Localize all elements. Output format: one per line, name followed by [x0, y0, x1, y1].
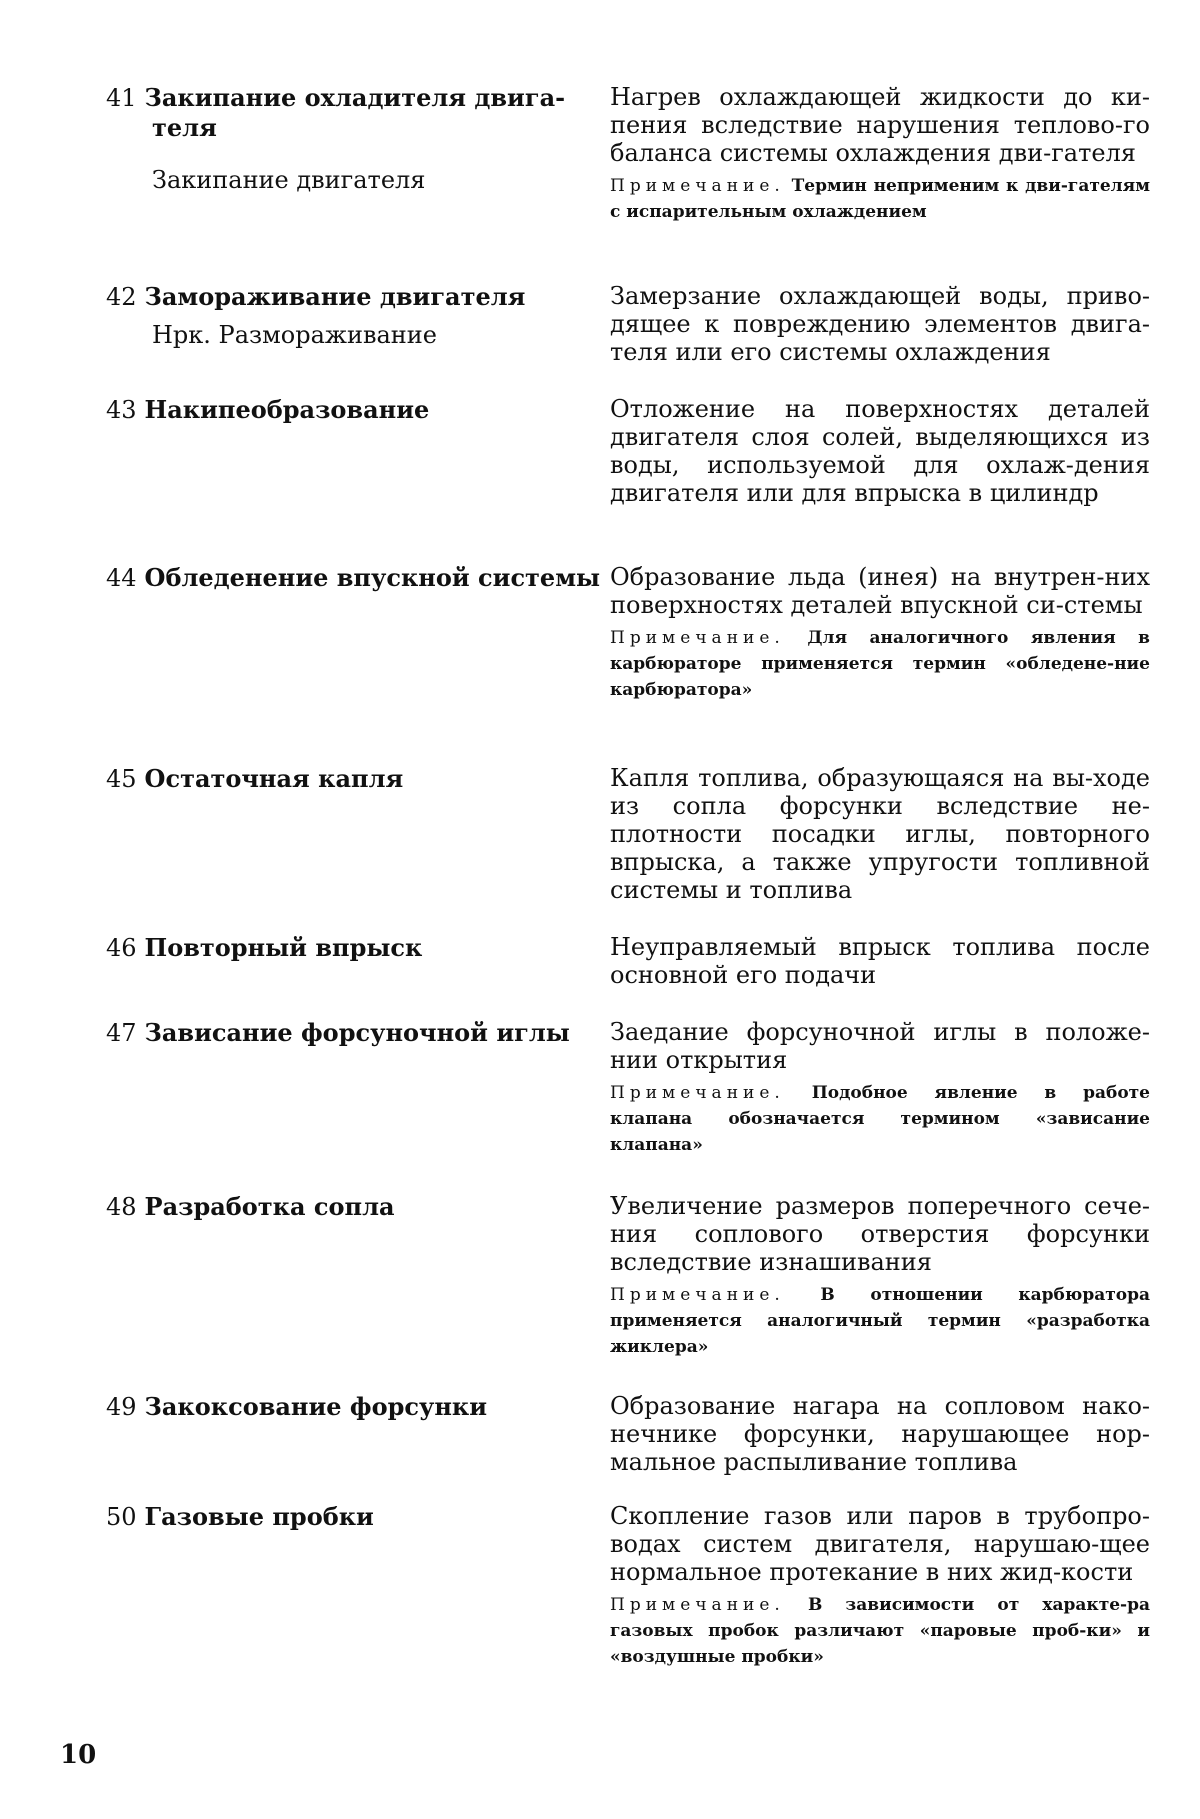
definition-column — [610, 1392, 1150, 1476]
definition-text: Скопление газов или паров в трубопро-водах систем двигателя, нарушаю-щее нормальное протекание в них жид-кости — [610, 1502, 1150, 1586]
note — [610, 173, 1150, 225]
term-number: 49 — [106, 1392, 137, 1422]
term-heading — [106, 764, 571, 794]
definition-text: Увеличение размеров поперечного сече-ния соплового отверстия форсунки вследствие изнашивания — [610, 1192, 1150, 1276]
term-number: 48 — [106, 1192, 137, 1222]
term-title-continuation: теля — [106, 113, 571, 143]
definition-column — [610, 1192, 1150, 1360]
term-number: 43 — [106, 395, 137, 425]
term-synonym: Закипание двигателя — [106, 165, 571, 195]
term-title: Зависание форсуночной иглы — [145, 1018, 570, 1047]
term-heading — [106, 83, 571, 113]
definition-column — [610, 764, 1150, 904]
term-number: 41 — [106, 83, 137, 113]
note — [610, 1282, 1150, 1360]
note-label: Примечание. — [610, 176, 785, 196]
term-heading — [106, 1502, 571, 1532]
term-number: 50 — [106, 1502, 137, 1532]
term-column — [106, 1192, 571, 1222]
page-number: 10 — [60, 1740, 96, 1770]
definition-column — [610, 282, 1150, 366]
term-column — [106, 395, 571, 425]
definition-text: Капля топлива, образующаяся на вы-ходе из сопла форсунки вследствие не-плотности посадки иглы, повторного впрыска, а также упругости топливной системы и топлива — [610, 764, 1150, 904]
term-title: Остаточная капля — [145, 764, 404, 793]
term-heading — [106, 282, 571, 312]
definition-column — [610, 395, 1150, 507]
term-heading — [106, 1392, 571, 1422]
term-column — [106, 1502, 571, 1532]
note-text: Для аналогичного явления в карбюраторе применяется термин «обледене-ние карбюратора» — [610, 628, 1150, 700]
definition-text: Образование льда (инея) на внутрен-них поверхностях деталей впускной си-стемы — [610, 563, 1150, 619]
term-heading — [106, 1192, 571, 1222]
definition-column — [610, 83, 1150, 225]
term-title: Закоксование форсунки — [145, 1392, 487, 1421]
definition-column — [610, 563, 1150, 703]
term-column — [106, 1392, 571, 1422]
term-column — [106, 563, 571, 593]
note-label: Примечание. — [610, 1083, 785, 1103]
term-number: 46 — [106, 933, 137, 963]
term-number: 42 — [106, 282, 137, 312]
term-title: Накипеобразование — [145, 395, 430, 424]
note-text: Термин неприменим к дви-гателям с испарительным охлаждением — [610, 176, 1150, 222]
term-column — [106, 282, 571, 350]
term-number: 44 — [106, 563, 137, 593]
definition-text: Нагрев охлаждающей жидкости до ки-пения вследствие нарушения теплово-го баланса системы охлаждения дви-гателя — [610, 83, 1150, 167]
term-title: Обледенение впускной системы — [145, 563, 601, 592]
note-text: В отношении карбюратора применяется аналогичный термин «разработка жиклера» — [610, 1285, 1150, 1357]
definition-column — [610, 1018, 1150, 1158]
note — [610, 1080, 1150, 1158]
definition-column — [610, 933, 1150, 989]
term-heading — [106, 1018, 571, 1048]
definition-text: Замерзание охлаждающей воды, приво-дящее к повреждению элементов двига-теля или его системы охлаждения — [610, 282, 1150, 366]
definition-text: Неуправляемый впрыск топлива после основной его подачи — [610, 933, 1150, 989]
note — [610, 1592, 1150, 1670]
term-column — [106, 83, 571, 195]
document-page — [0, 0, 1200, 1819]
term-title: Повторный впрыск — [145, 933, 423, 962]
definition-column — [610, 1502, 1150, 1670]
term-number: 47 — [106, 1018, 137, 1048]
definition-text: Заедание форсуночной иглы в положе-нии открытия — [610, 1018, 1150, 1074]
note-label: Примечание. — [610, 628, 785, 648]
note-text: Подобное явление в работе клапана обозначается термином «зависание клапана» — [610, 1083, 1150, 1155]
definition-text: Отложение на поверхностях деталей двигателя слоя солей, выделяющихся из воды, используемой для охлаж-дения двигателя или для впрыска в цилиндр — [610, 395, 1150, 507]
term-title: Газовые пробки — [145, 1502, 374, 1531]
term-title: Закипание охладителя двига- — [145, 83, 566, 112]
note-label: Примечание. — [610, 1285, 785, 1305]
term-title: Замораживание двигателя — [145, 282, 526, 311]
note-label: Примечание. — [610, 1595, 785, 1615]
term-heading — [106, 395, 571, 425]
term-column — [106, 1018, 571, 1048]
term-heading — [106, 563, 571, 593]
term-number: 45 — [106, 764, 137, 794]
term-synonym: Нрк. Размораживание — [106, 320, 571, 350]
term-heading — [106, 933, 571, 963]
note-text: В зависимости от характе-ра газовых пробок различают «паровые проб-ки» и «воздушные пробки» — [610, 1595, 1150, 1667]
term-title: Разработка сопла — [145, 1192, 395, 1221]
note — [610, 625, 1150, 703]
term-column — [106, 933, 571, 963]
term-column — [106, 764, 571, 794]
definition-text: Образование нагара на сопловом нако-нечнике форсунки, нарушающее нор-мальное распыливание топлива — [610, 1392, 1150, 1476]
